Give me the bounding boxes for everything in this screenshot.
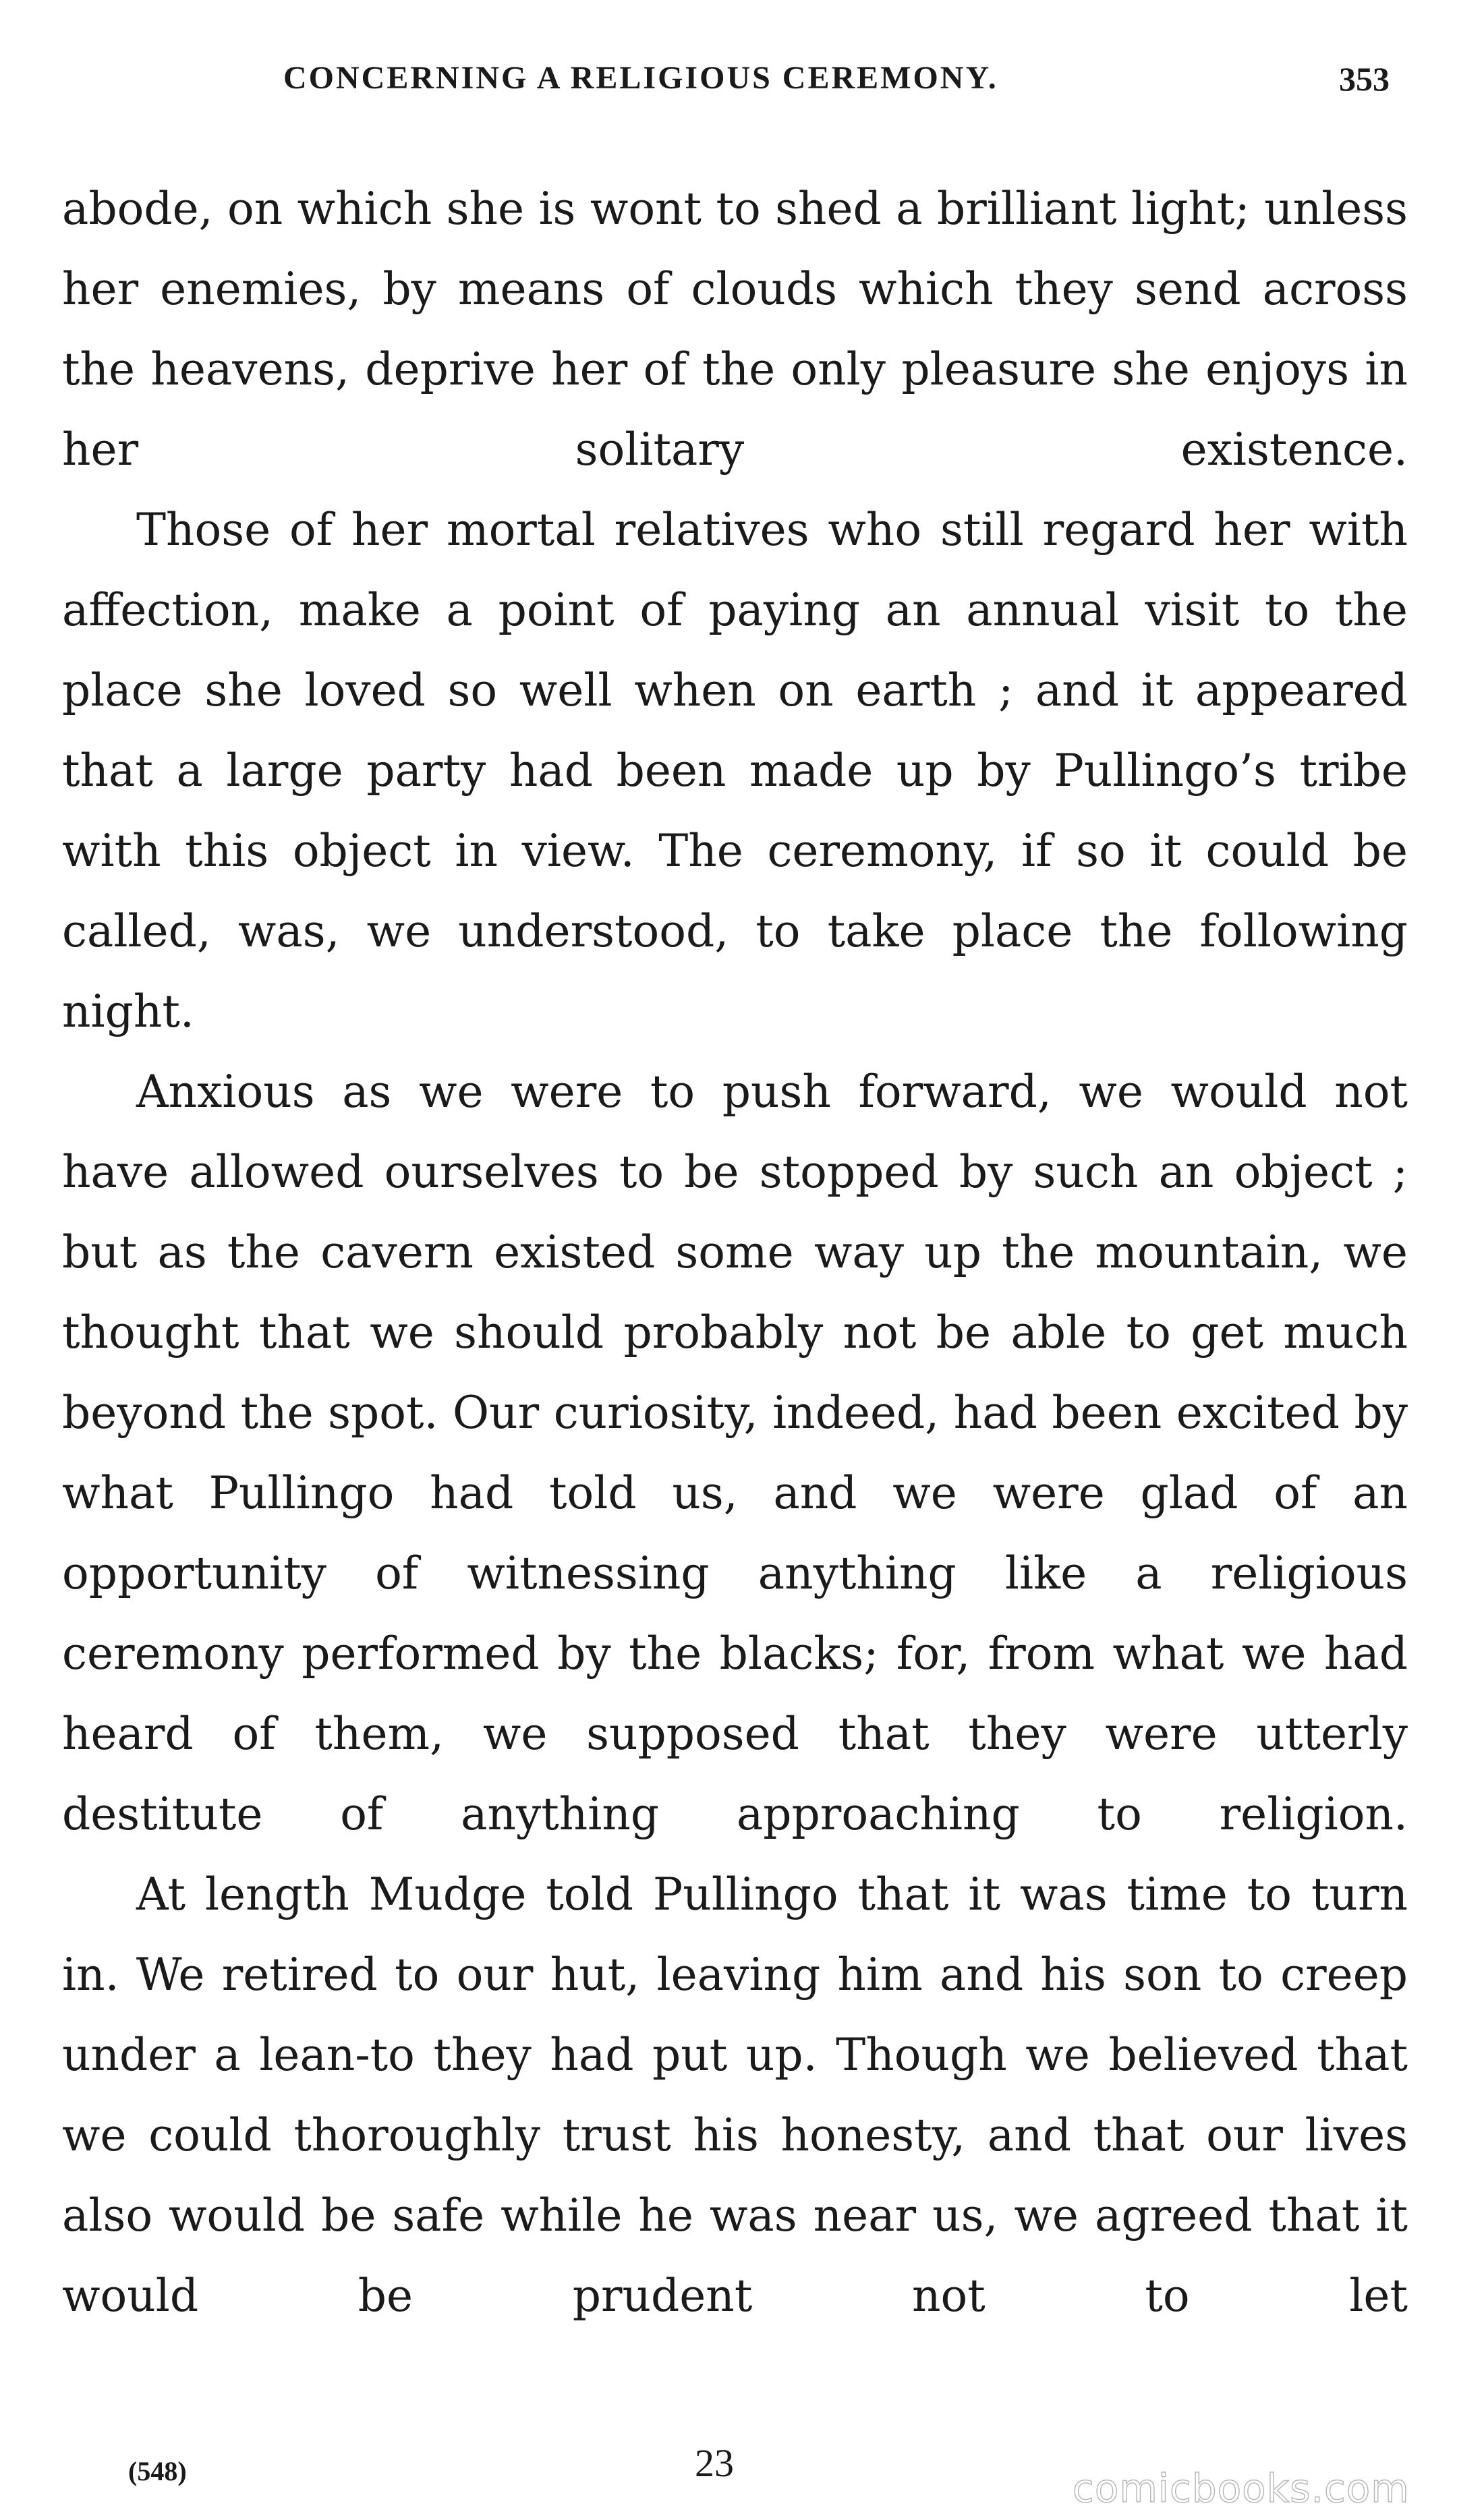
gathering-number: 23 <box>695 2441 734 2485</box>
paragraph-2: Those of her mortal relatives who still regard her with affection, make a point of paying an annual visit to the place she loved so well when on earth ; and it appeared that a large party had been made up by Pullingo’s tribe with this object in view. The ceremony, if so it could be called, was, we understood, to take place the following night. <box>62 504 1408 1037</box>
paragraph-1: abode, on which she is wont to shed a brilliant light; unless her enemies, by means of clouds which they send across the heavens, deprive her of the only pleasure she enjoys in her solitary existence. <box>62 183 1408 476</box>
paragraph-4: At length Mudge told Pullingo that it was time to turn in. We retired to our hut, leaving him and his son to creep under a lean-to they had put up. Though we believed that we could thoroughly trust his honesty, and that our lives also would be safe while he was near us, we agreed that it would be prudent not to let <box>62 1868 1408 2322</box>
running-head: CONCERNING A RELIGIOUS CEREMONY. <box>283 60 998 96</box>
watermark: comicbooks.com <box>1073 2465 1410 2511</box>
body-text <box>62 169 1408 2336</box>
paragraph-3: Anxious as we were to push forward, we would not have allowed ourselves to be stopped by such an object ; but as the cavern existed some way up the mountain, we thought that we should probably not be able to get much beyond the spot. Our curiosity, indeed, had been excited by what Pullingo had told us, and we were glad of an opportunity of witnessing anything like a religious ceremony performed by the blacks; for, from what we had heard of them, we supposed that they were utterly destitute of anything approaching to religion. <box>62 1066 1408 1840</box>
printer-signature: (548) <box>128 2456 187 2486</box>
page-number: 353 <box>1339 60 1390 98</box>
